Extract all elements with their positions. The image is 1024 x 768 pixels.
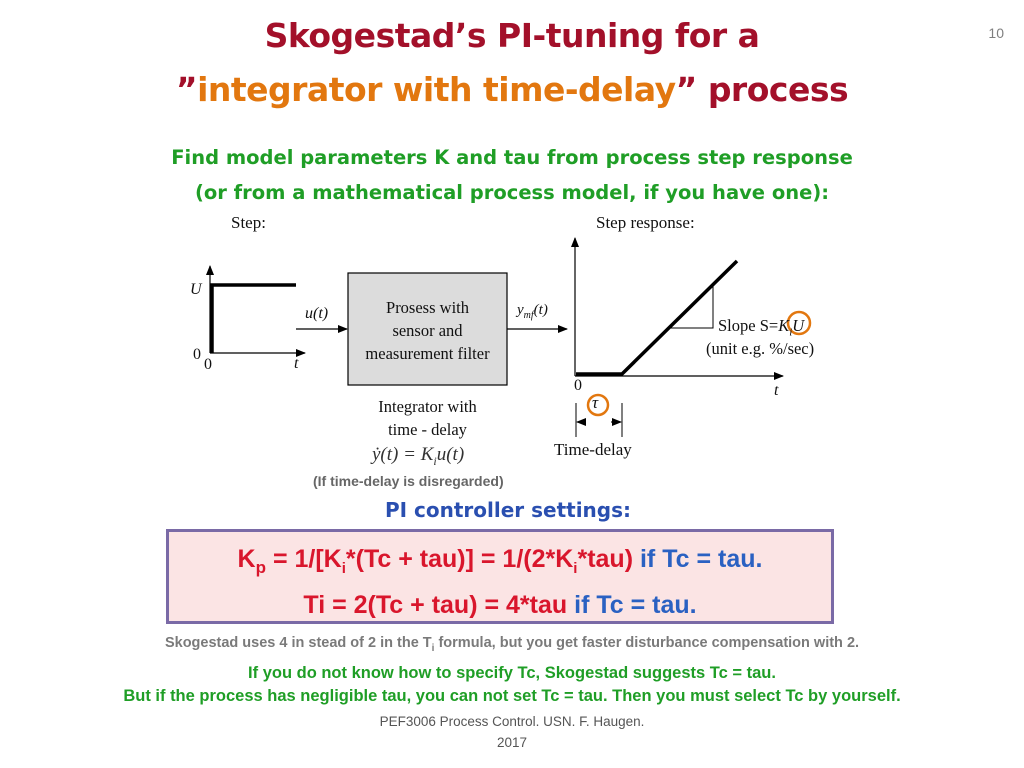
step-U-label: U xyxy=(190,281,202,298)
response-zero-label: 0 xyxy=(574,377,582,394)
pi-heading: PI controller settings: xyxy=(384,498,632,522)
step-input-plot xyxy=(210,266,305,353)
note-gray-a: Skogestad uses 4 in stead of 2 in the T xyxy=(164,635,432,651)
kp-c: 1/(2*K xyxy=(502,545,574,573)
ti-c: 4*tau xyxy=(506,591,568,619)
u-t-label: u(t) xyxy=(305,305,329,322)
title-highlight: integrator with time-delay xyxy=(197,70,676,109)
ti-b: 2(Tc + tau) xyxy=(353,591,478,619)
kp-formula xyxy=(166,545,834,578)
step-response-label: Step response: xyxy=(596,213,695,232)
process-block-line3: measurement filter xyxy=(365,344,490,363)
note-skogestad xyxy=(0,635,1024,654)
equation-main: ẏ(t) = K xyxy=(372,444,434,465)
equation-end: u(t) xyxy=(436,444,465,465)
kp-eq2: = xyxy=(473,545,503,573)
subtitle-line2: (or from a mathematical process model, if you have one): xyxy=(194,181,830,204)
ti-eq2: = xyxy=(477,591,507,619)
step-zero-x-label: 0 xyxy=(204,356,212,373)
title-open-quote: ” xyxy=(175,70,198,109)
step-zero-y-label: 0 xyxy=(193,346,201,363)
ti-formula xyxy=(166,591,834,620)
process-block-line1: Prosess with xyxy=(386,298,469,317)
kp-eq1: = xyxy=(266,545,295,573)
kp-i1: i xyxy=(341,560,346,577)
kp-if: if Tc = tau. xyxy=(633,545,763,573)
title-close-quote: ” xyxy=(675,70,708,109)
note-green-2: But if the process has negligible tau, you can not set Tc = tau. Then you must select Tc by yourself. xyxy=(123,687,901,705)
footer-line2: 2017 xyxy=(496,735,528,750)
kp-k: K xyxy=(237,545,256,573)
subtitle-line1: Find model parameters K and tau from process step response xyxy=(171,146,853,169)
step-label: Step: xyxy=(231,213,266,232)
ymf-y: y xyxy=(517,302,524,318)
title-end: process xyxy=(707,70,849,109)
footer-line1: PEF3006 Process Control. USN. F. Haugen. xyxy=(379,714,645,729)
kp-sub: p xyxy=(255,558,266,577)
kp-a: 1/[K xyxy=(294,545,342,573)
kp-d: *tau) xyxy=(577,545,634,573)
slope-i: i xyxy=(789,326,793,339)
kp-i2: i xyxy=(573,560,578,577)
process-block-line2: sensor and xyxy=(392,321,463,340)
slide-title-line1: Skogestad’s PI-tuning for a xyxy=(264,16,760,55)
ymf-label xyxy=(517,302,548,321)
disregard-note: (If time-delay is disregarded) xyxy=(313,473,504,489)
integrator-text xyxy=(348,395,507,441)
ymf-arg: (t) xyxy=(533,302,548,318)
kp-b: *(Tc + tau)] xyxy=(345,545,474,573)
slope-text: Slope S= xyxy=(718,316,779,335)
integrator-equation xyxy=(372,444,464,469)
time-delay-label: Time-delay xyxy=(554,440,632,459)
integrator-line2: time - delay xyxy=(388,420,467,439)
slope-line1 xyxy=(718,316,804,338)
tau-symbol: τ xyxy=(592,393,599,412)
page-number: 10 xyxy=(988,25,1004,41)
ymf-sub: mf xyxy=(523,310,534,321)
step-t-label: t xyxy=(294,355,299,372)
note-gray-i: i xyxy=(431,642,435,654)
note-green-1: If you do not know how to specify Tc, Skogestad suggests Tc = tau. xyxy=(248,664,776,682)
note-gray-b: formula, but you get faster disturbance compensation with 2. xyxy=(434,635,860,651)
integrator-line1: Integrator with xyxy=(378,397,477,416)
slope-k: K xyxy=(778,316,790,335)
response-t-label: t xyxy=(774,382,779,399)
ti-if: if Tc = tau. xyxy=(567,591,697,619)
equation-sub: i xyxy=(433,453,437,468)
process-block-text xyxy=(348,296,507,365)
slope-u: U xyxy=(792,316,805,335)
ti-eq1: = xyxy=(325,591,354,619)
ti-a: Ti xyxy=(303,591,326,619)
slope-unit: (unit e.g. %/sec) xyxy=(706,339,815,358)
